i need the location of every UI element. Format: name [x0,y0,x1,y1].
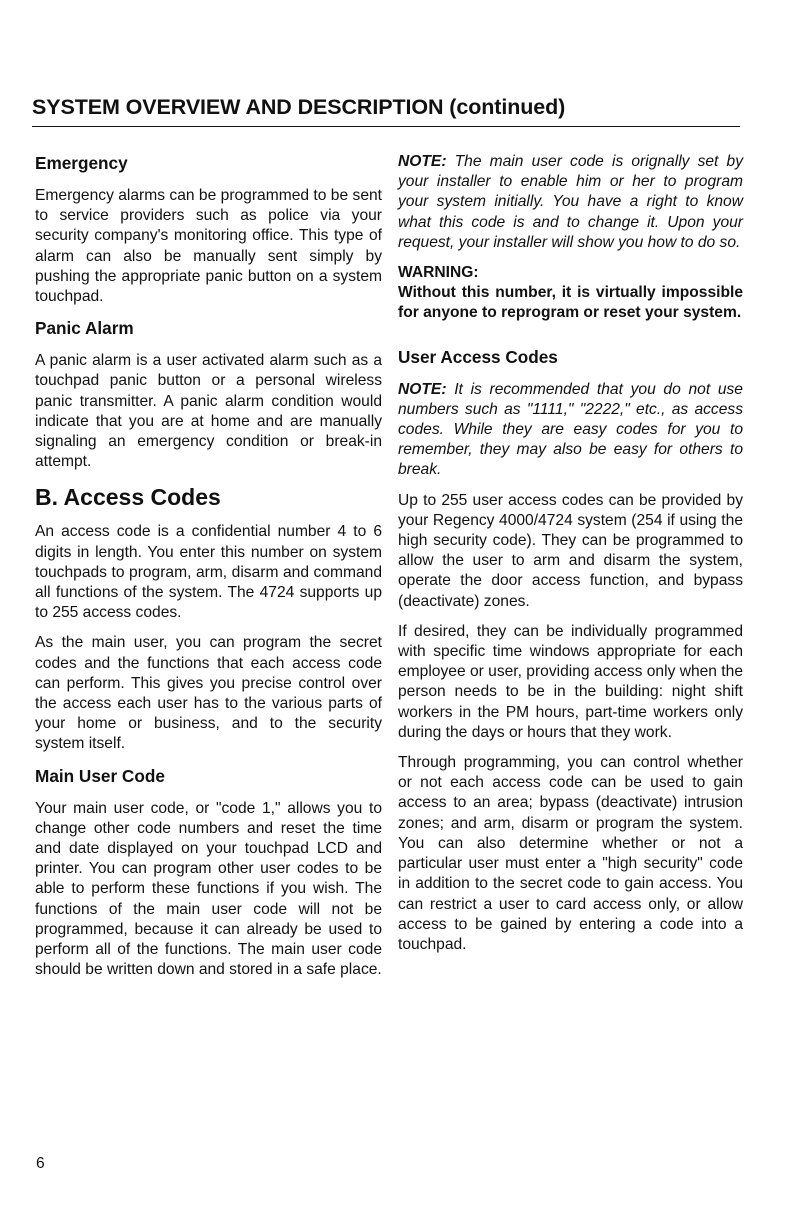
panic-alarm-paragraph: A panic alarm is a user activated alarm such as a touchpad panic button or a personal wireless panic transmitter. A panic alarm condition would indicate that you are at home and are manually signaling an emergency condition or break-in attempt. [35,352,382,471]
spacer [398,334,743,346]
user-access-paragraph-1: Up to 255 user access codes can be provided by your Regency 4000/4724 system (254 if using the high security code). They can be programmed to allow the user to arm and disarm the system, operate the door access function, and bypass (deactivate) zones. [398,491,743,610]
main-user-code-paragraph: Your main user code, or "code 1," allows you to change other code numbers and reset the time and date displayed on your touchpad LCD and printer. You can program other user codes to be able to perform these functions if you wish. The functions of the main user code will not be programmed, because it can already be used to perform all of the functions. The main user code should be written down and stored in a safe place. [35,799,382,979]
access-codes-paragraph-1: An access code is a confidential number 4 to 6 digits in length. You enter this number on system touchpads to program, arm, disarm and command all functions of the system. The 4724 supports up to 255 access codes. [35,523,382,622]
panic-alarm-heading: Panic Alarm [35,318,134,339]
user-access-codes-heading: User Access Codes [398,346,558,367]
emergency-heading: Emergency [35,153,128,173]
left-column [35,152,382,991]
note-main-user-code-text: The main user code is orignally set by your installer to enable him or her to program your system initially. You have a right to know what this code is and to change it. Upon your request, your installer will show you how to do so. [398,153,743,251]
right-column [398,152,743,965]
warning-paragraph: Without this number, it is virtually impossible for anyone to reprogram or reset your system. [398,284,743,322]
note-lead-label: NOTE: [398,153,447,170]
user-access-paragraph-2: If desired, they can be individually programmed with specific time windows appropriate for each employee or user, providing access only when the person needs to be in the building: night shift workers in the PM hours, part-time workers only during the days or hours that they work. [398,622,743,741]
access-codes-heading: B. Access Codes [35,484,221,511]
warning-heading: WARNING: [398,264,479,282]
page-title: SYSTEM OVERVIEW AND DESCRIPTION (continued) [32,95,566,119]
main-user-code-heading: Main User Code [35,765,165,786]
note-lead-label: NOTE: [398,380,447,398]
note-recommended-codes [398,380,743,481]
note-main-user-code [398,152,743,253]
note-recommended-codes-text: It is recommended that you do not use numbers such as "1111," "2222," etc., as access codes. While they are easy codes for you to remember, they may also be easy for others to break. [398,380,743,479]
access-codes-paragraph-2: As the main user, you can program the secret codes and the functions that each access code can perform. This gives you precise control over the access each user has to the various parts of your home or business, and to the security system itself. [35,634,382,753]
page-number: 6 [36,1155,45,1172]
emergency-paragraph: Emergency alarms can be programmed to be sent to service providers such as police via your security company's monitoring office. This type of alarm can also be manually sent simply by pushing the appropriate panic button on a system touchpad. [35,187,382,306]
user-access-paragraph-3: Through programming, you can control whether or not each access code can be used to gain access to an area; bypass (deactivate) intrusion zones; and arm, disarm or program the system. You can also determine whether or not a particular user must enter a "high security" code in addition to the secret code to gain access. You can restrict a user to card access only, or allow access to be gained by entering a code into a touchpad. [398,754,743,953]
page-header [32,92,740,127]
